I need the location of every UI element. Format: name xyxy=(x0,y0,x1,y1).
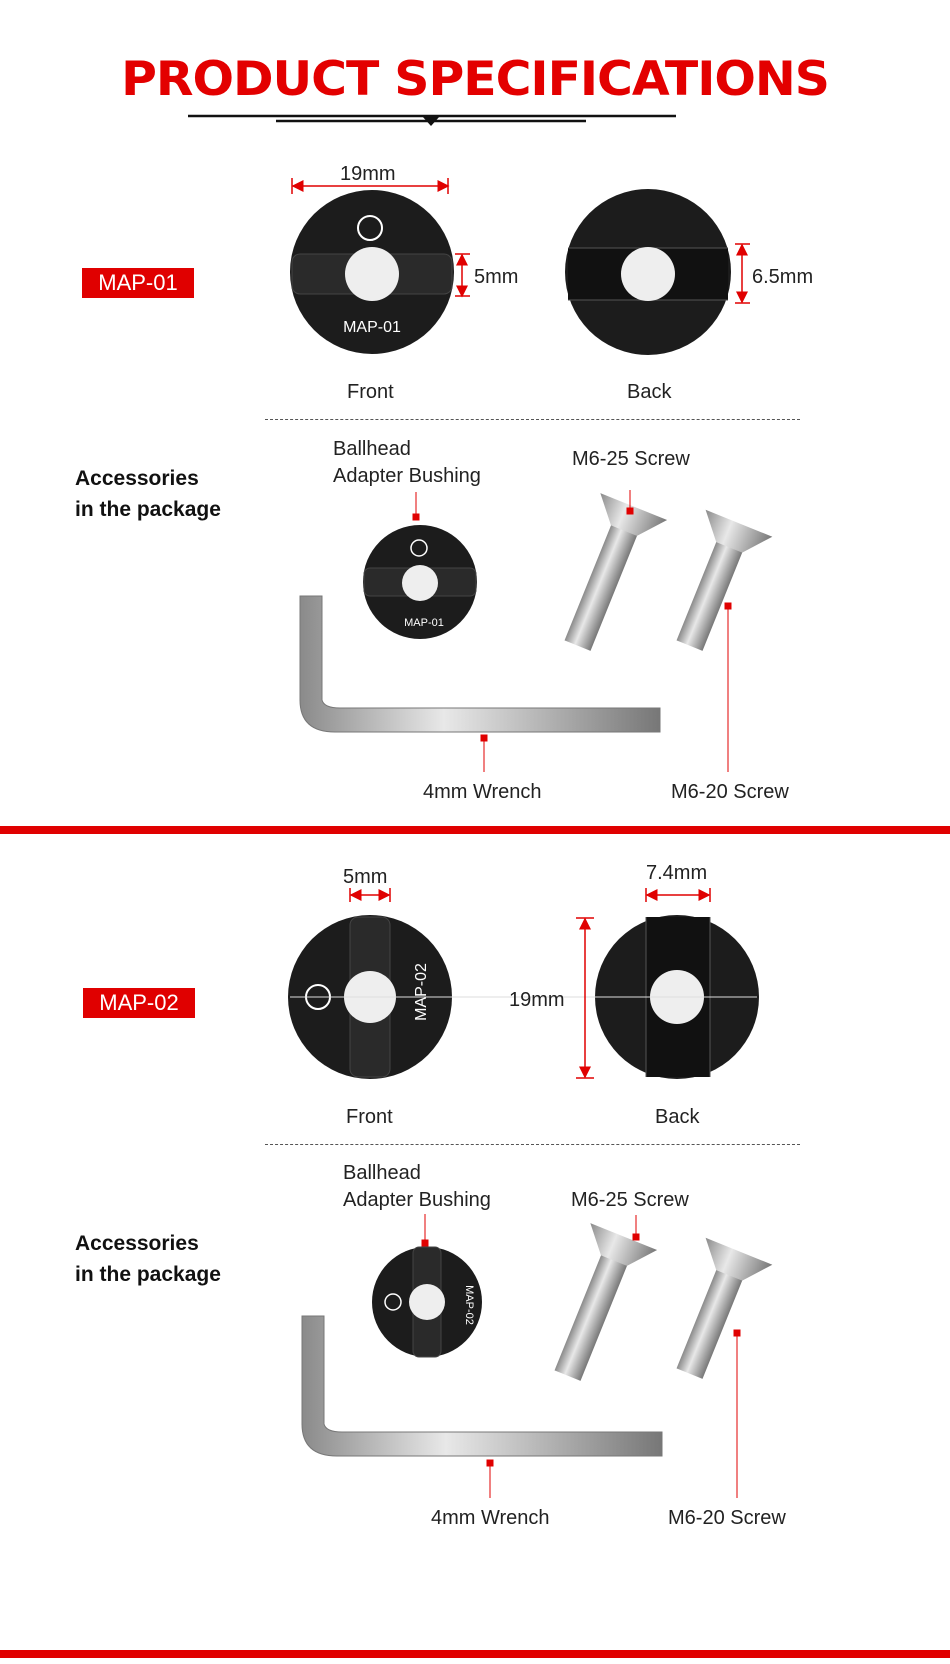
screw-short-label: M6-20 Screw xyxy=(668,1507,786,1529)
svg-text:MAP-02: MAP-02 xyxy=(463,1285,475,1325)
map01-wrench xyxy=(300,596,660,732)
map02-small-bushing xyxy=(372,1247,482,1357)
bottom-bar xyxy=(0,1650,950,1658)
svg-text:MAP-02: MAP-02 xyxy=(413,963,430,1021)
accessories-heading xyxy=(75,1228,221,1290)
back-slot-label: 7.4mm xyxy=(646,862,708,884)
svg-text:MAP-01: MAP-01 xyxy=(404,617,444,629)
front-view-label: Front xyxy=(346,1106,393,1128)
page-title: PRODUCT SPECIFICATIONS xyxy=(121,52,829,107)
bushing-label-line2: Adapter Bushing xyxy=(343,1189,491,1211)
map01-screws xyxy=(544,493,772,659)
map02-wrench xyxy=(302,1316,662,1456)
bushing-label-line1: Ballhead xyxy=(333,438,411,460)
section-divider xyxy=(265,419,800,420)
title-divider xyxy=(188,116,676,126)
map01-small-bushing xyxy=(363,525,477,639)
model-badge-map02: MAP-02 xyxy=(83,988,195,1018)
screw-long-label: M6-25 Screw xyxy=(571,1189,689,1211)
section-divider xyxy=(265,1144,800,1145)
map01-front-disc xyxy=(290,190,454,354)
wrench-label: 4mm Wrench xyxy=(423,781,542,803)
back-view-label: Back xyxy=(655,1106,700,1128)
accessories-heading-line1: Accessories xyxy=(75,1232,199,1255)
front-view-label: Front xyxy=(347,381,394,403)
front-slot-label: 5mm xyxy=(343,866,388,888)
screw-long-label: M6-25 Screw xyxy=(572,448,690,470)
section-separator xyxy=(0,826,950,834)
back-view-label: Back xyxy=(627,381,672,403)
accessories-heading-line2: in the package xyxy=(75,1263,221,1286)
map01-back-disc xyxy=(565,189,731,355)
front-slot-label: 5mm xyxy=(474,266,519,288)
diameter-label: 19mm xyxy=(509,989,565,1011)
svg-text:MAP-01: MAP-01 xyxy=(343,319,401,336)
wrench-label: 4mm Wrench xyxy=(431,1507,550,1529)
accessories-heading-line1: Accessories xyxy=(75,467,199,490)
bushing-label-line1: Ballhead xyxy=(343,1162,421,1184)
bushing-label-line2: Adapter Bushing xyxy=(333,465,481,487)
model-badge-map01: MAP-01 xyxy=(82,268,194,298)
bushing-label xyxy=(343,1160,491,1214)
back-slot-label: 6.5mm xyxy=(752,266,814,288)
accessories-heading-line2: in the package xyxy=(75,498,221,521)
accessories-heading xyxy=(75,463,221,525)
diameter-label: 19mm xyxy=(340,163,396,185)
screw-short-label: M6-20 Screw xyxy=(671,781,789,803)
bushing-label xyxy=(333,436,481,490)
